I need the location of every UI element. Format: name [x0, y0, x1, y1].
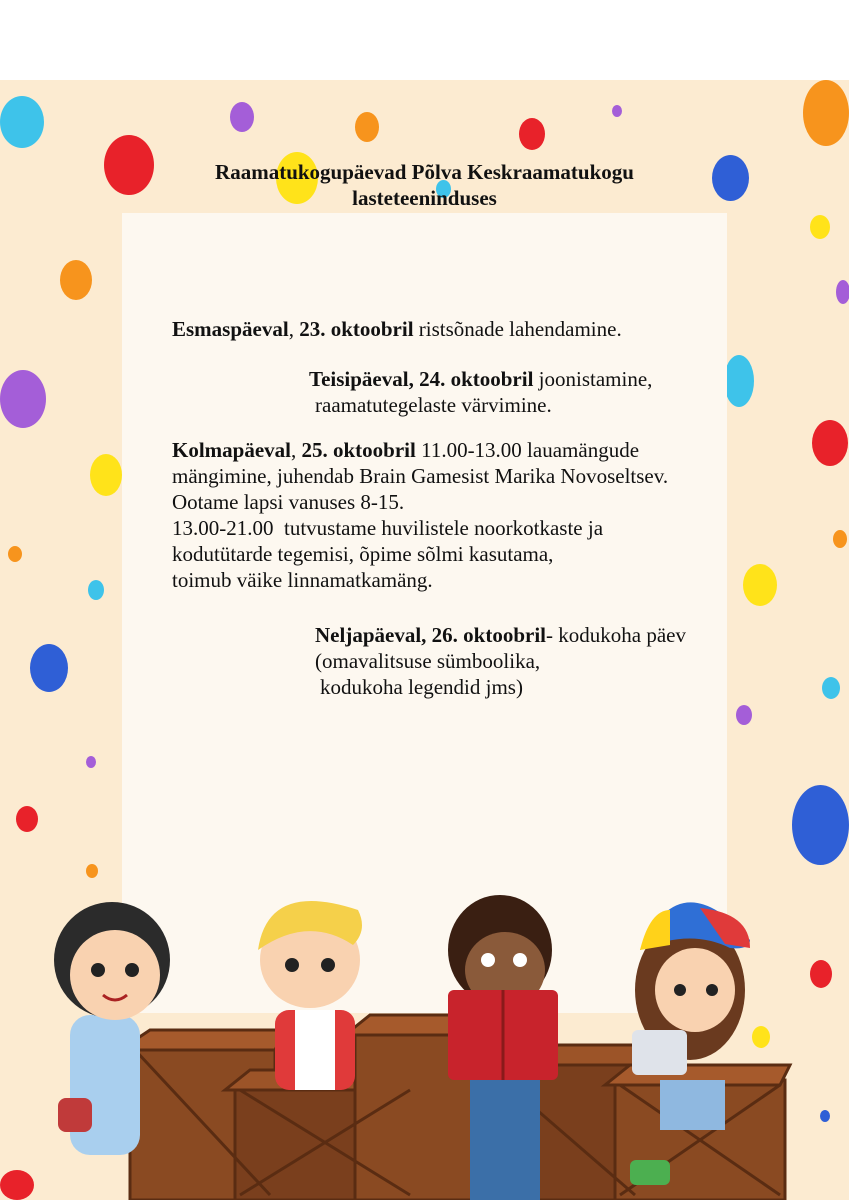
monday-day: Esmaspäeval [172, 317, 289, 341]
confetti-dot [822, 677, 840, 699]
wednesday-line-5: kodutütarde tegemisi, õpime sõlmi kasutama, [172, 542, 554, 566]
wednesday-line-4: 13.00-21.00 tutvustame huvilistele noorkotkaste ja [172, 516, 604, 540]
wednesday-line-1: 11.00-13.00 lauamängude [415, 438, 640, 462]
monday-comma: , [288, 317, 294, 341]
children-illustration [0, 840, 849, 1200]
wednesday-day: Kolmapäeval [172, 438, 291, 462]
tuesday-daydate: Teisipäeval, 24. oktoobril [309, 367, 534, 391]
monday-date: 23. oktoobril [299, 317, 414, 341]
confetti-dot [833, 530, 847, 548]
confetti-dot [724, 355, 754, 407]
confetti-dot [0, 370, 46, 428]
confetti-dot [230, 102, 254, 132]
confetti-dot [519, 118, 545, 150]
confetti-dot [8, 546, 22, 562]
confetti-dot [836, 280, 849, 304]
confetti-dot [90, 454, 122, 496]
wednesday-line-2: mängimine, juhendab Brain Gamesist Marika Novoseltsev. [172, 464, 669, 488]
tuesday-entry [309, 366, 652, 392]
title-line-1: Raamatukogupäevad Põlva Keskraamatukogu [215, 160, 634, 184]
title-line-2: lasteteeninduses [352, 186, 497, 210]
confetti-dot [86, 756, 96, 768]
confetti-dot [612, 105, 622, 117]
wednesday-date: 25. oktoobril [301, 438, 416, 462]
confetti-dot [88, 580, 104, 600]
confetti-dot [60, 260, 92, 300]
confetti-dot [16, 806, 38, 832]
wednesday-entry [172, 437, 639, 463]
confetti-dot [30, 644, 68, 692]
tuesday-text-2: raamatutegelaste värvimine. [315, 393, 552, 417]
wednesday-comma: , [291, 438, 297, 462]
thursday-line-2: (omavalitsuse sümboolika, [315, 649, 541, 673]
confetti-dot [810, 215, 830, 239]
confetti-dot [355, 112, 379, 142]
thursday-daydate: Neljapäeval, 26. oktoobril [315, 623, 546, 647]
confetti-dot [803, 80, 849, 146]
monday-entry [172, 316, 622, 342]
thursday-line-1: - kodukoha päev [546, 623, 686, 647]
confetti-dot [812, 420, 848, 466]
confetti-dot [736, 705, 752, 725]
wednesday-line-6: toimub väike linnamatkamäng. [172, 568, 433, 592]
confetti-dot [0, 96, 44, 148]
wednesday-line-3: Ootame lapsi vanuses 8-15. [172, 490, 405, 514]
thursday-entry [315, 622, 686, 648]
confetti-dot [743, 564, 777, 606]
thursday-line-3: kodukoha legendid jms) [320, 675, 523, 699]
tuesday-text-1: joonistamine, [533, 367, 653, 391]
monday-text: ristsõnade lahendamine. [413, 317, 622, 341]
page-title [0, 159, 849, 211]
